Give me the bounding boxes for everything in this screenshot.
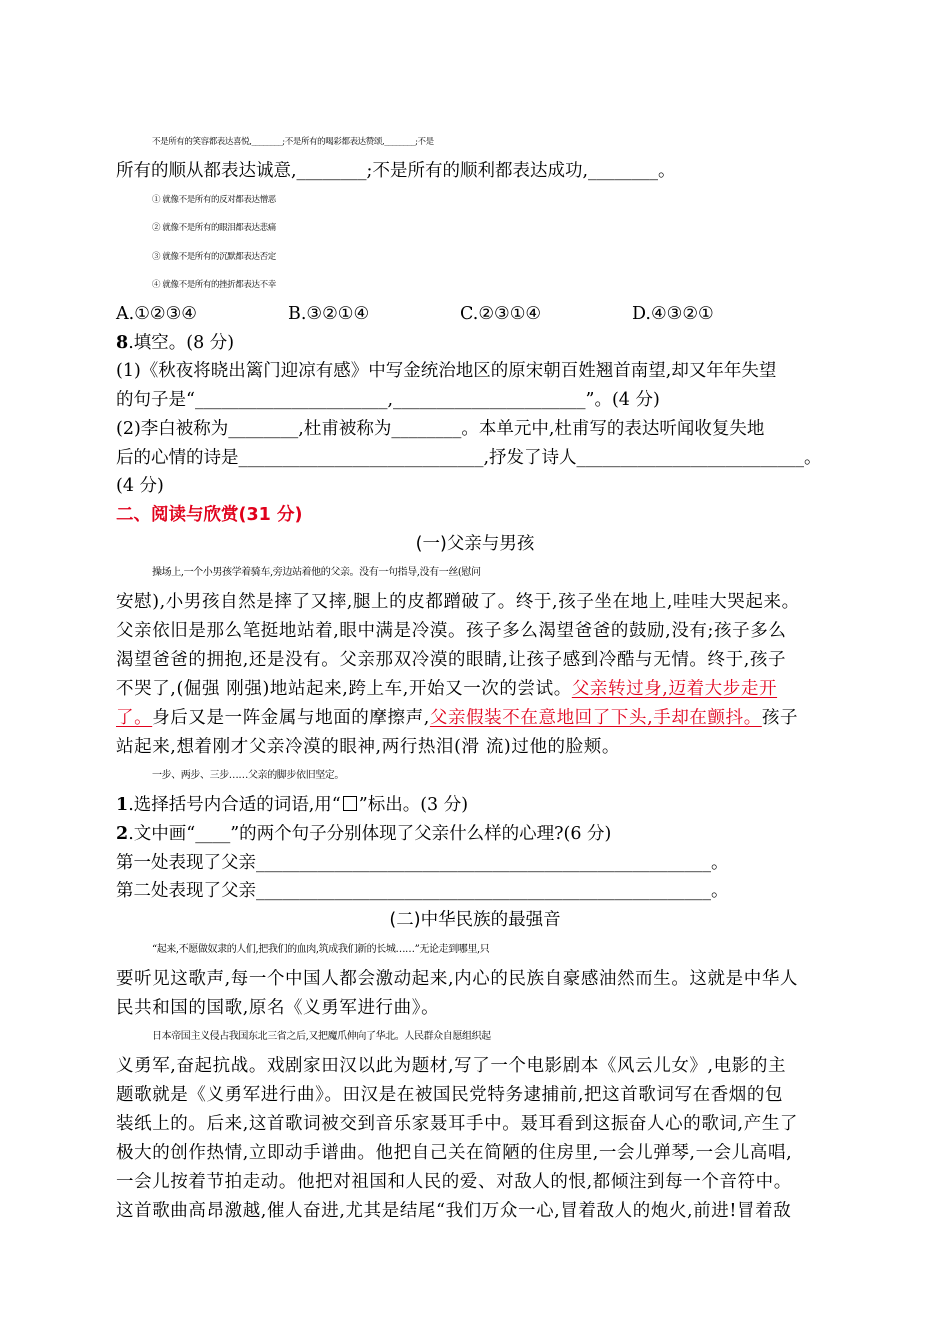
passage-1-line-1: 操场上,一个小男孩学着骑车,旁边站着他的父亲。没有一句指导,没有一丝(慰问: [152, 567, 481, 578]
q8-part2-line1: (2)李白被称为________,杜甫被称为________。本单元中,杜甫写的表达听闻收复失地: [116, 419, 765, 439]
passage-2-line-6: 题歌就是《义勇军进行曲》。田汉是在被国民党特务逮捕前,把这首歌词写在香烟的包: [116, 1085, 784, 1105]
p1-q1-text-b: ”标出。(3 分): [358, 795, 469, 815]
p1-question-1: [116, 791, 836, 819]
q7-option-1: ① 就像不是所有的反对都表达憎恶: [152, 195, 276, 205]
underlined-sentence-2: 父亲假装不在意地回了下头,手却在颤抖。: [429, 708, 762, 728]
q7-choices: [116, 300, 836, 328]
passage-1-line-6-text: 身后又是一阵金属与地面的摩擦声,: [152, 708, 430, 728]
passage-1-line-7: 站起来,想着刚才父亲冷漠的眼神,两行热泪(滑 流)过他的脸颊。: [116, 737, 620, 757]
passage-1-line-6-tail: 孩子: [761, 708, 799, 728]
passage-2-title: (二)中华民族的最强音: [389, 910, 561, 930]
p1-question-2: [116, 820, 836, 848]
passage-1-line-8: 一步、两步、三步……父亲的脚步依旧坚定。: [152, 770, 344, 781]
q7-line-2: 所有的顺从都表达诚意,________;不是所有的顺利都表达成功,________。: [116, 161, 676, 181]
passage-1-line-2: 安慰),小男孩自然是摔了又摔,腿上的皮都蹭破了。终于,孩子坐在地上,哇哇大哭起来。: [116, 592, 800, 612]
q8-title-text: .填空。(8 分): [128, 333, 235, 353]
q8-number: 8: [116, 333, 129, 353]
q8-part1-line1: (1)《秋夜将晓出篱门迎凉有感》中写金统治地区的原宋朝百姓翘首南望,却又年年失望: [116, 361, 777, 381]
q8-title: [116, 329, 836, 357]
p1-q2-answer-1[interactable]: 第一处表现了父亲____________________________________________________。: [116, 853, 729, 873]
p1-q1-text-a: .选择括号内合适的词语,用“: [128, 795, 341, 815]
underlined-sentence-1: 父亲转过身,迈着大步走开: [571, 679, 778, 699]
passage-2-line-2: 要听见这歌声,每一个中国人都会激动起来,内心的民族自豪感油然而生。这就是中华人: [116, 969, 799, 989]
choice-b[interactable]: B.③②①④: [288, 304, 370, 324]
p1-q1-number: 1: [116, 795, 129, 815]
passage-2-line-7: 装纸上的。后来,这首歌词被交到音乐家聂耳手中。聂耳看到这振奋人心的歌词,产生了: [116, 1114, 799, 1134]
box-mark-icon: [343, 796, 357, 811]
passage-1-line-5-text: 不哭了,(倔强 刚强)地站起来,跨上车,开始又一次的尝试。: [116, 679, 572, 699]
passage-1-line-3: 父亲依旧是那么笔挺地站着,眼中满是冷漠。孩子多么渴望爸爸的鼓励,没有;孩子多么: [116, 621, 787, 641]
q8-part2-line2: 后的心情的诗是____________________________,抒发了诗人__________________________。: [116, 448, 822, 468]
passage-1-line-6: [116, 704, 836, 732]
p1-q2-answer-2[interactable]: 第二处表现了父亲____________________________________________________。: [116, 881, 729, 901]
passage-2-line-3: 民共和国的国歌,原名《义勇军进行曲》。: [116, 998, 440, 1018]
choice-a[interactable]: A.①②③④: [116, 304, 197, 324]
choice-c[interactable]: C.②③①④: [460, 304, 542, 324]
section-2-heading: 二、阅读与欣赏(31 分): [116, 505, 303, 525]
q8-part2-line3: (4 分): [116, 476, 164, 496]
q7-line-1: 不是所有的笑容都表达喜悦,________;不是所有的喝彩都表达赞颂,________;不是: [152, 137, 434, 147]
choice-d[interactable]: D.④③②①: [632, 304, 714, 324]
passage-1-title: (一)父亲与男孩: [415, 534, 535, 554]
q7-option-4: ④ 就像不是所有的挫折都表达不幸: [152, 280, 276, 290]
q7-option-3: ③ 就像不是所有的沉默都表达否定: [152, 252, 276, 262]
passage-2-line-8: 极大的创作热情,立即动手谱曲。他把自己关在简陋的住房里,一会儿弹琴,一会儿高唱,: [116, 1143, 793, 1163]
passage-1-line-4: 渴望爸爸的拥抱,还是没有。父亲那双冷漠的眼睛,让孩子感到冷酷与无情。终于,孩子: [116, 650, 787, 670]
p1-q2-number: 2: [116, 824, 129, 844]
passage-2-line-1: “起来,不愿做奴隶的人们,把我们的血肉,筑成我们新的长城……”无论走到哪里,只: [152, 944, 490, 955]
q7-option-2: ② 就像不是所有的眼泪都表达悲痛: [152, 223, 276, 233]
passage-2-line-9: 一会儿按着节拍走动。他把对祖国和人民的爱、对敌人的恨,都倾注到每一个音符中。: [116, 1172, 792, 1192]
passage-2-line-5: 义勇军,奋起抗战。戏剧家田汉以此为题材,写了一个电影剧本《风云儿女》,电影的主: [116, 1056, 787, 1076]
p1-q2-text: .文中画“____”的两个句子分别体现了父亲什么样的心理?(6 分): [128, 824, 612, 844]
underlined-sentence-1-end: 了。: [116, 708, 153, 728]
q8-part1-line2: 的句子是“______________________,______________________”。(4 分): [116, 390, 660, 410]
passage-2-line-10: 这首歌曲高昂激越,催人奋进,尤其是结尾“我们万众一心,冒着敌人的炮火,前进!冒着敌: [116, 1201, 792, 1221]
passage-2-line-4: 日本帝国主义侵占我国东北三省之后,又把魔爪伸向了华北。人民群众自愿组织起: [152, 1031, 491, 1042]
passage-1-line-5: [116, 675, 836, 703]
